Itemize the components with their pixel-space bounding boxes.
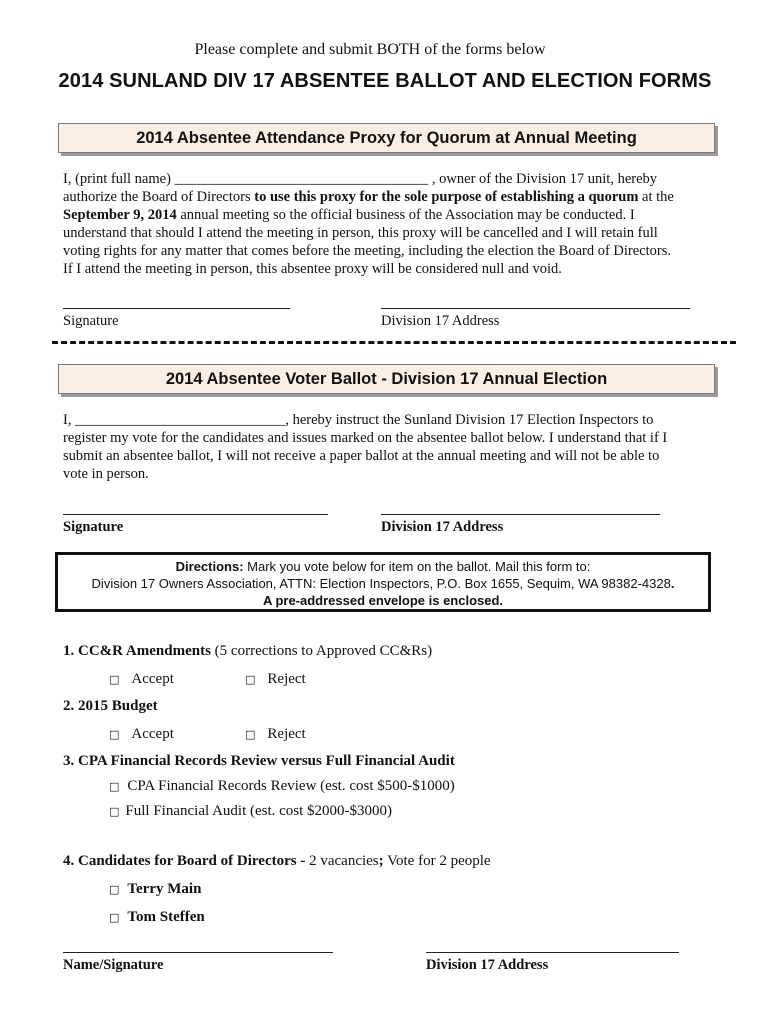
ballot-address-label: Division 17 Address (381, 519, 504, 535)
footer-address-line[interactable] (426, 952, 679, 953)
candidate-option-tom-steffen[interactable]: □ Tom Steffen (109, 909, 205, 925)
directions-line-3: A pre-addressed envelope is enclosed. (262, 593, 504, 608)
candidate-option-terry-main[interactable]: □ Terry Main (109, 881, 202, 897)
proxy-paragraph (63, 170, 743, 278)
checkbox-icon[interactable]: □ (109, 728, 120, 741)
item-3-title: 3. CPA Financial Records Review versus Full Financial Audit (63, 753, 455, 769)
page-title: 2014 SUNLAND DIV 17 ABSENTEE BALLOT AND ELECTION FORMS (58, 70, 712, 92)
ballot-paragraph (63, 411, 743, 483)
directions-line-1: Directions: Mark you vote below for item on the ballot. Mail this form to: (175, 559, 591, 574)
ballot-line-3: submit an absentee ballot, I will not receive a paper ballot at the annual meeting and will not be able to (63, 448, 660, 464)
ballot-signature-line[interactable] (63, 514, 328, 515)
proxy-heading-box (58, 123, 715, 153)
ballot-address-line[interactable] (381, 514, 660, 515)
checkbox-icon[interactable]: □ (245, 673, 256, 686)
proxy-signature-label: Signature (63, 313, 119, 329)
item-2-accept-option[interactable]: □ Accept (109, 726, 174, 742)
ballot-line-2: register my vote for the candidates and issues marked on the absentee ballot below. I understand that if I (63, 430, 668, 446)
footer-name-signature-label: Name/Signature (63, 957, 164, 973)
ballot-line-1: I, _____________________________, hereby instruct the Sunland Division 17 Election Inspectors to (63, 412, 654, 428)
item-4-title: 4. Candidates for Board of Directors - 2 vacancies; Vote for 2 people (63, 853, 491, 869)
ballot-line-4: vote in person. (63, 466, 149, 482)
ballot-signature-label: Signature (63, 519, 124, 535)
checkbox-icon[interactable]: □ (109, 673, 120, 686)
directions-line-2: Division 17 Owners Association, ATTN: Election Inspectors, P.O. Box 1655, Sequim, WA 98382-4328. (91, 576, 675, 591)
directions-box (55, 552, 711, 612)
proxy-line-2: authorize the Board of Directors to use this proxy for the sole purpose of establishing a quorum at the (63, 189, 674, 205)
checkbox-icon[interactable]: □ (109, 780, 120, 793)
proxy-line-6: If I attend the meeting in person, this absentee proxy will be considered null and void. (63, 261, 562, 277)
ballot-heading: 2014 Absentee Voter Ballot - Division 17 Annual Election (165, 370, 608, 388)
proxy-line-3: September 9, 2014 annual meeting so the official business of the Association may be conducted. I (63, 207, 635, 223)
checkbox-icon[interactable]: □ (109, 911, 120, 924)
intro-text: Please complete and submit BOTH of the forms below (194, 41, 546, 58)
proxy-line-5: voting rights for any matter that comes before the meeting, including the election the Board of Directors. (63, 243, 672, 259)
item-1-reject-option[interactable]: □ Reject (245, 671, 306, 687)
item-2-title: 2. 2015 Budget (63, 698, 158, 714)
checkbox-icon[interactable]: □ (109, 883, 120, 896)
footer-name-signature-line[interactable] (63, 952, 333, 953)
item-3-option-full-audit[interactable]: □ Full Financial Audit (est. cost $2000-$3000) (109, 803, 393, 819)
cut-line-divider (52, 341, 736, 344)
proxy-address-line[interactable] (381, 308, 690, 309)
proxy-signature-line[interactable] (63, 308, 290, 309)
proxy-line-1: I, (print full name) ___________________________________ , owner of the Division 17 unit, hereby (63, 171, 658, 187)
proxy-address-label: Division 17 Address (381, 313, 500, 329)
checkbox-icon[interactable]: □ (245, 728, 256, 741)
footer-address-label: Division 17 Address (426, 957, 549, 973)
item-1-accept-option[interactable]: □ Accept (109, 671, 174, 687)
proxy-line-4: understand that should I attend the meeting in person, this proxy will be cancelled and I will retain full (63, 225, 658, 241)
ballot-heading-box (58, 364, 715, 394)
item-2-reject-option[interactable]: □ Reject (245, 726, 306, 742)
proxy-heading: 2014 Absentee Attendance Proxy for Quorum at Annual Meeting (136, 129, 637, 147)
item-1-title: 1. CC&R Amendments (5 corrections to Approved CC&Rs) (63, 643, 433, 659)
checkbox-icon[interactable]: □ (109, 805, 120, 818)
item-3-option-cpa-review[interactable]: □ CPA Financial Records Review (est. cost $500-$1000) (109, 778, 455, 794)
